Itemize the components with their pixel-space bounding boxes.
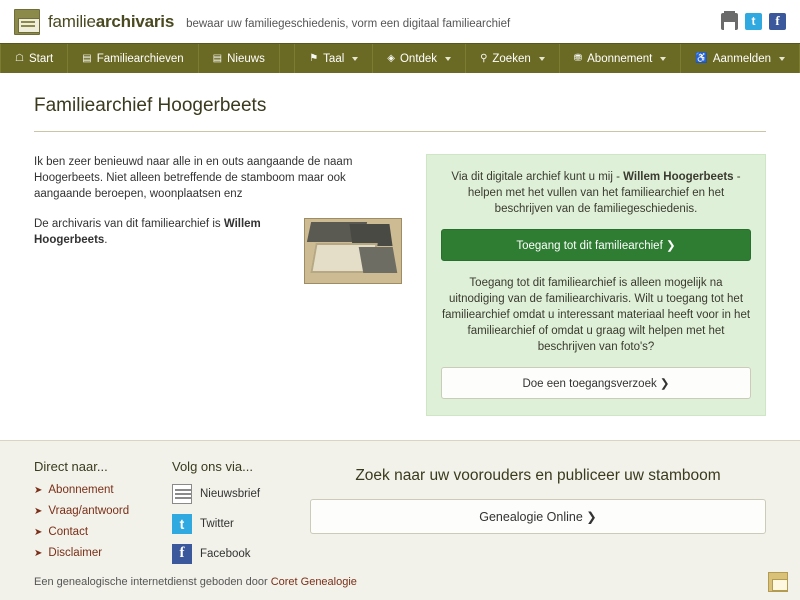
globe-icon: ⚑ (309, 53, 319, 64)
news-icon: ▤ (212, 53, 223, 64)
footer-promo-column (310, 459, 766, 574)
photo-box2-shape (359, 247, 398, 273)
logo-text (48, 12, 174, 32)
nav-label-zoeken: Zoeken (492, 52, 531, 65)
nav-label-ontdek: Ontdek (399, 52, 438, 65)
copyright-text (34, 576, 357, 588)
home-icon: ☖ (15, 53, 24, 64)
archive-box-icon (14, 9, 40, 35)
footer-link-label: Contact (48, 526, 89, 538)
print-icon[interactable] (721, 13, 738, 30)
nav-item-abonnement[interactable] (560, 44, 682, 73)
archivaris-suffix: . (104, 234, 108, 246)
footer-columns (34, 459, 766, 574)
chevron-down-icon (779, 57, 785, 61)
logo-text-bold: archivaris (95, 11, 175, 31)
footer-direct-column (34, 459, 154, 574)
search-icon: ⚲ (480, 53, 488, 64)
panel-spacer (441, 261, 751, 275)
promo-title: Zoek naar uw voorouders en publiceer uw stamboom (355, 467, 721, 484)
chevron-down-icon (445, 57, 451, 61)
footer-social-label: Twitter (200, 518, 234, 530)
archivaris-text (34, 216, 294, 248)
newsletter-icon (172, 484, 192, 504)
panel-intro-part1: Via dit digitale archief kunt u mij - (451, 171, 624, 183)
access-archive-button[interactable]: Toegang tot dit familiearchief ❯ (441, 229, 751, 261)
chevron-down-icon (539, 57, 545, 61)
content-columns (34, 154, 766, 416)
title-divider (34, 131, 766, 132)
archivaris-prefix: De archivaris van dit familiearchief is (34, 218, 224, 230)
site-logo[interactable] (14, 9, 174, 35)
chevron-right-icon: ➤ (34, 547, 43, 559)
chevron-down-icon (660, 57, 666, 61)
chevron-right-icon: ➤ (34, 505, 43, 517)
nav-label-abonnement: Abonnement (587, 52, 653, 65)
page-title: Familiearchief Hoogerbeets (34, 95, 267, 116)
nav-item-nieuws[interactable] (199, 44, 280, 73)
footer-link-abonnement[interactable] (34, 484, 154, 496)
site-header (0, 0, 800, 43)
panel-notice-text: Toegang tot dit familiearchief is alleen mogelijk na uitnodiging van de familiearchivaris. Wilt u toegang tot het familiearchief omdat u interessant materiaal heeft voor in het familiearchief of omdat u graag wilt helpen met het beschrijven van foto's? (441, 277, 751, 353)
footer-link-label: Abonnement (48, 484, 114, 496)
nav-label-nieuws: Nieuws (227, 52, 265, 65)
footer-link-facebook[interactable] (172, 544, 292, 564)
copyright-prefix: Een genealogische internetdienst geboden door (34, 576, 271, 588)
footer-link-label: Vraag/antwoord (48, 505, 130, 517)
nav-label-start: Start (28, 52, 54, 65)
access-panel (426, 154, 766, 416)
archive-box-photo (304, 218, 402, 284)
twitter-icon[interactable]: t (745, 13, 762, 30)
archive-badge-icon (768, 572, 788, 592)
footer-link-disclaimer[interactable] (34, 547, 154, 559)
cart-icon: ⛃ (573, 53, 583, 64)
site-tagline: bewaar uw familiegeschiedenis, vorm een digitaal familiearchief (186, 17, 511, 30)
panel-intro-name: Willem Hoogerbeets (623, 171, 734, 183)
nav-label-aanmelden: Aanmelden (712, 52, 771, 65)
nav-item-ontdek[interactable] (373, 44, 466, 73)
facebook-icon: f (172, 544, 192, 564)
request-access-button[interactable]: Doe een toegangsverzoek ❯ (441, 367, 751, 399)
panel-intro-part2: - helpen met het vullen van het familiearchief en het beschrijven van de familiegeschiedenis. (467, 171, 741, 215)
nav-item-aanmelden[interactable] (681, 44, 800, 73)
footer-follow-column (172, 459, 292, 574)
nav-label-familiearchieven: Familiearchieven (96, 52, 184, 65)
nav-right-group (294, 44, 800, 73)
site-footer (0, 440, 800, 600)
footer-direct-title: Direct naar... (34, 459, 108, 474)
twitter-icon: t (172, 514, 192, 534)
footer-social-label: Facebook (200, 548, 251, 560)
nav-label-taal: Taal (323, 52, 345, 65)
logo-text-light: familie (48, 11, 96, 31)
header-social-links (721, 13, 786, 30)
footer-link-vraag-antwoord[interactable] (34, 505, 154, 517)
footer-link-label: Disclaimer (48, 547, 103, 559)
genealogie-online-button[interactable]: Genealogie Online ❯ (310, 499, 766, 534)
panel-intro-text (441, 169, 751, 217)
footer-follow-title: Volg ons via... (172, 459, 253, 474)
intro-paragraph: Ik ben zeer benieuwd naar alle in en outs aangaande de naam Hoogerbeets. Niet alleen betreffende de stamboom maar ook aangaande beroepen, woonplaatsen enz (34, 156, 353, 200)
chevron-down-icon (352, 57, 358, 61)
footer-link-nieuwsbrief[interactable] (172, 484, 292, 504)
nav-item-start[interactable] (0, 44, 68, 73)
coret-genealogie-link[interactable]: Coret Genealogie (270, 576, 357, 588)
content-left-column (34, 154, 402, 284)
footer-social-label: Nieuwsbrief (200, 488, 261, 500)
footer-link-contact[interactable] (34, 526, 154, 538)
nav-item-zoeken[interactable] (466, 44, 560, 73)
lock-icon: ♿ (695, 53, 708, 64)
main-content (0, 73, 800, 440)
nav-item-taal[interactable] (294, 44, 373, 73)
footer-link-twitter[interactable] (172, 514, 292, 534)
chevron-right-icon: ➤ (34, 526, 43, 538)
archivaris-name: Willem Hoogerbeets (34, 218, 261, 246)
compass-icon: ◈ (387, 53, 395, 64)
facebook-icon[interactable]: f (769, 13, 786, 30)
archivaris-row (34, 216, 402, 284)
main-navigation (0, 43, 800, 73)
folder-icon: ▤ (82, 53, 92, 64)
chevron-right-icon: ➤ (34, 484, 43, 496)
nav-item-familiearchieven[interactable] (68, 44, 198, 73)
